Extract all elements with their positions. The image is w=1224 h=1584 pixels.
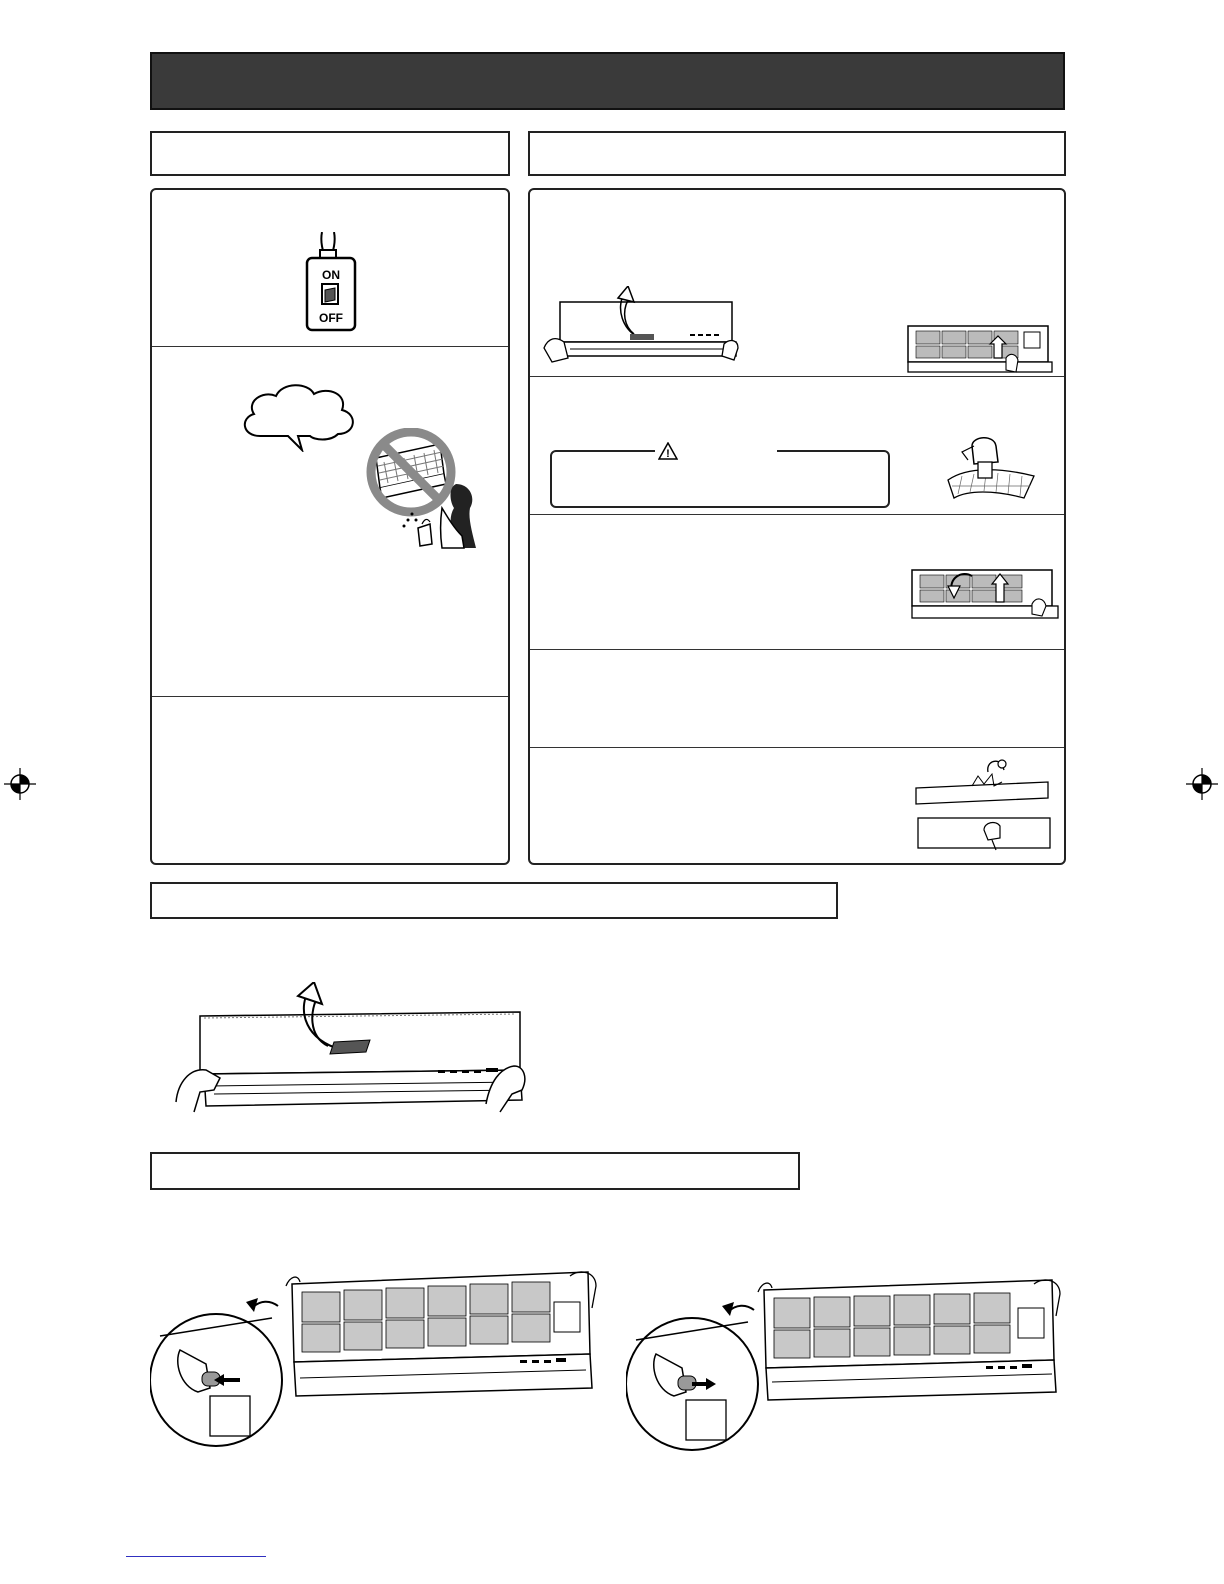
speech-cloud bbox=[238, 380, 360, 452]
front-panel-section-header bbox=[150, 882, 838, 919]
remove-left-filter-illustration bbox=[150, 1268, 600, 1448]
right-panel-divider bbox=[530, 514, 1064, 515]
right-panel-divider bbox=[530, 376, 1064, 377]
left-section-header bbox=[150, 131, 510, 176]
vacuum-filter-illustration bbox=[942, 432, 1038, 502]
air-filter-section-header bbox=[150, 1152, 800, 1190]
power-switch-icon bbox=[300, 232, 360, 332]
left-panel-divider bbox=[152, 696, 508, 697]
warning-triangle-icon bbox=[658, 442, 678, 460]
right-section-header bbox=[528, 131, 1066, 176]
right-panel-divider bbox=[530, 747, 1064, 748]
left-panel-divider bbox=[152, 346, 508, 347]
right-panel-divider bbox=[530, 649, 1064, 650]
panel-wash-illustration bbox=[912, 758, 1054, 852]
registration-mark-icon bbox=[4, 768, 36, 800]
no-water-spray-icon bbox=[364, 428, 494, 553]
switch-off-label: OFF bbox=[319, 311, 343, 325]
warning-symbol: ! bbox=[666, 448, 670, 460]
filter-reinsert-illustration bbox=[908, 562, 1062, 624]
open-front-panel-illustration bbox=[540, 286, 740, 366]
registration-mark-icon bbox=[1186, 768, 1218, 800]
lift-front-panel-illustration bbox=[170, 982, 530, 1114]
remove-right-filter-illustration bbox=[626, 1276, 1066, 1456]
filter-removal-illustration bbox=[906, 322, 1056, 376]
footer-rule bbox=[126, 1556, 266, 1557]
switch-on-label: ON bbox=[322, 268, 340, 282]
section-banner bbox=[150, 52, 1065, 110]
